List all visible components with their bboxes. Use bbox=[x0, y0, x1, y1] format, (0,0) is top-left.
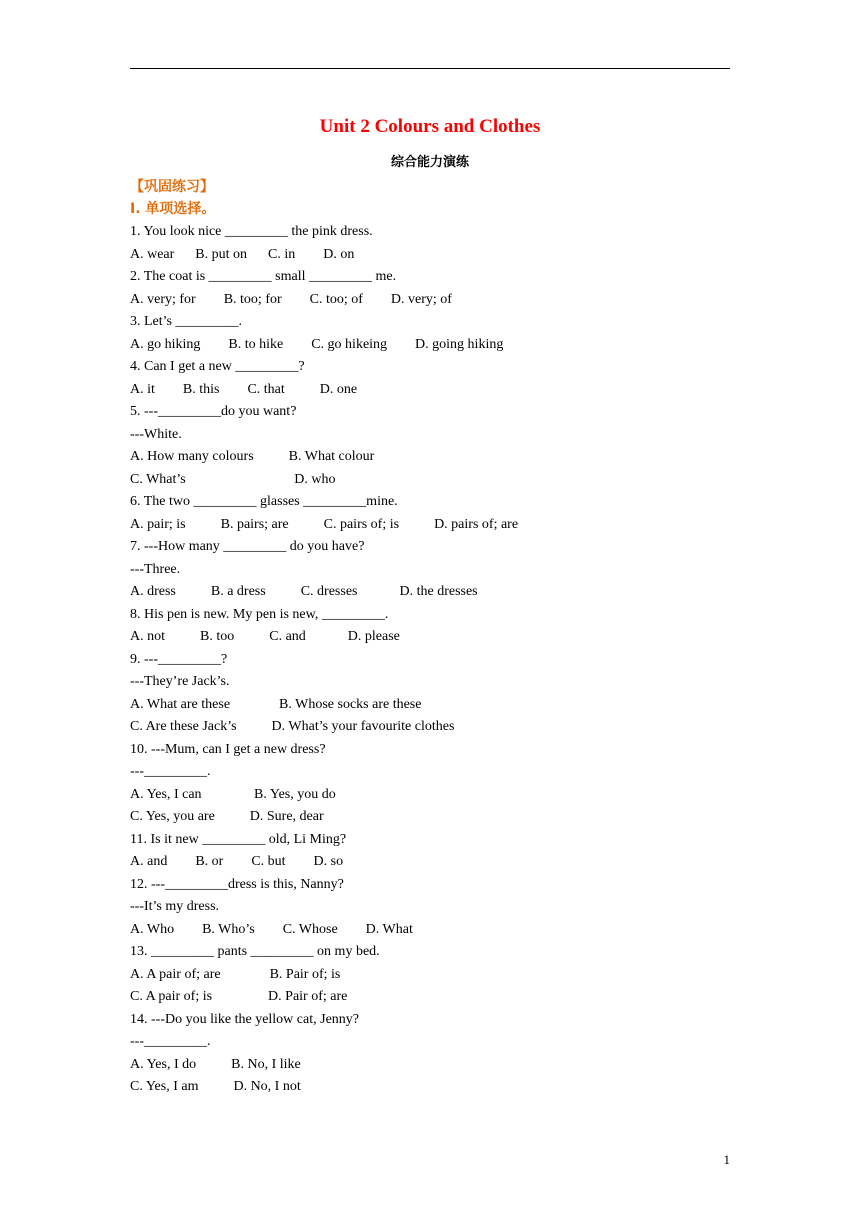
question-stem: 6. The two _________ glasses _________mine. bbox=[130, 494, 398, 509]
question-stem: 3. Let’s _________. bbox=[130, 314, 242, 329]
document-title: Unit 2 Colours and Clothes bbox=[319, 116, 541, 137]
question-stem: 13. _________ pants _________ on my bed. bbox=[130, 944, 380, 959]
question-stem: 5. ---_________do you want? bbox=[130, 404, 297, 419]
question-stem: 11. Is it new _________ old, Li Ming? bbox=[130, 831, 347, 847]
answer-options: A. What are these B. Whose socks are these bbox=[130, 696, 422, 712]
answer-options: A. it B. this C. that D. one bbox=[130, 381, 358, 397]
question-stem: 4. Can I get a new _________? bbox=[130, 359, 305, 374]
answer-options: C. Yes, you are D. Sure, dear bbox=[130, 809, 324, 824]
answer-options: A. dress B. a dress C. dresses D. the dresses bbox=[130, 584, 478, 599]
dialogue-line: ---White. bbox=[130, 426, 182, 442]
question-stem: 9. ---_________? bbox=[130, 651, 228, 667]
question-stem: 1. You look nice _________ the pink dress. bbox=[130, 224, 373, 239]
header-rule bbox=[130, 68, 730, 69]
section-label: 【巩固练习】 bbox=[130, 179, 214, 195]
answer-options: A. Who B. Who’s C. Whose D. What bbox=[130, 921, 413, 937]
answer-options: A. pair; is B. pairs; are C. pairs of; is D. pairs of; are bbox=[130, 516, 519, 532]
dialogue-line: ---_________. bbox=[130, 1034, 211, 1049]
answer-options: C. Yes, I am D. No, I not bbox=[130, 1079, 301, 1094]
question-stem: 14. ---Do you like the yellow cat, Jenny? bbox=[130, 1011, 359, 1027]
dialogue-line: ---They’re Jack’s. bbox=[130, 674, 230, 689]
question-stem: 8. His pen is new. My pen is new, _________. bbox=[130, 606, 389, 622]
dialogue-line: ---It’s my dress. bbox=[130, 899, 220, 914]
page-number: 1 bbox=[723, 1152, 730, 1167]
answer-options: A. Yes, I can B. Yes, you do bbox=[130, 786, 336, 802]
answer-options: C. Are these Jack’s D. What’s your favourite clothes bbox=[130, 719, 455, 734]
answer-options: A. A pair of; are B. Pair of; is bbox=[130, 966, 341, 982]
answer-options: A. and B. or C. but D. so bbox=[130, 854, 344, 869]
answer-options: A. How many colours B. What colour bbox=[130, 449, 375, 464]
answer-options: A. go hiking B. to hike C. go hikeing D. going hiking bbox=[130, 336, 504, 352]
document-subtitle: 综合能力演练 bbox=[390, 155, 469, 170]
answer-options: C. What’s D. who bbox=[130, 471, 336, 487]
answer-options: A. very; for B. too; for C. too; of D. very; of bbox=[130, 291, 452, 307]
question-stem: 2. The coat is _________ small _________ me. bbox=[130, 269, 397, 284]
dialogue-line: ---Three. bbox=[130, 561, 181, 577]
answer-options: C. A pair of; is D. Pair of; are bbox=[130, 989, 348, 1004]
question-stem: 12. ---_________dress is this, Nanny? bbox=[130, 876, 344, 892]
question-stem: 7. ---How many _________ do you have? bbox=[130, 539, 365, 554]
part-title: I. 单项选择。 bbox=[130, 201, 216, 217]
question-list bbox=[130, 221, 730, 1099]
question-stem: 10. ---Mum, can I get a new dress? bbox=[130, 741, 326, 757]
answer-options: A. Yes, I do B. No, I like bbox=[130, 1056, 301, 1072]
dialogue-line: ---_________. bbox=[130, 764, 211, 779]
answer-options: A. not B. too C. and D. please bbox=[130, 629, 400, 644]
answer-options: A. wear B. put on C. in D. on bbox=[130, 246, 355, 262]
